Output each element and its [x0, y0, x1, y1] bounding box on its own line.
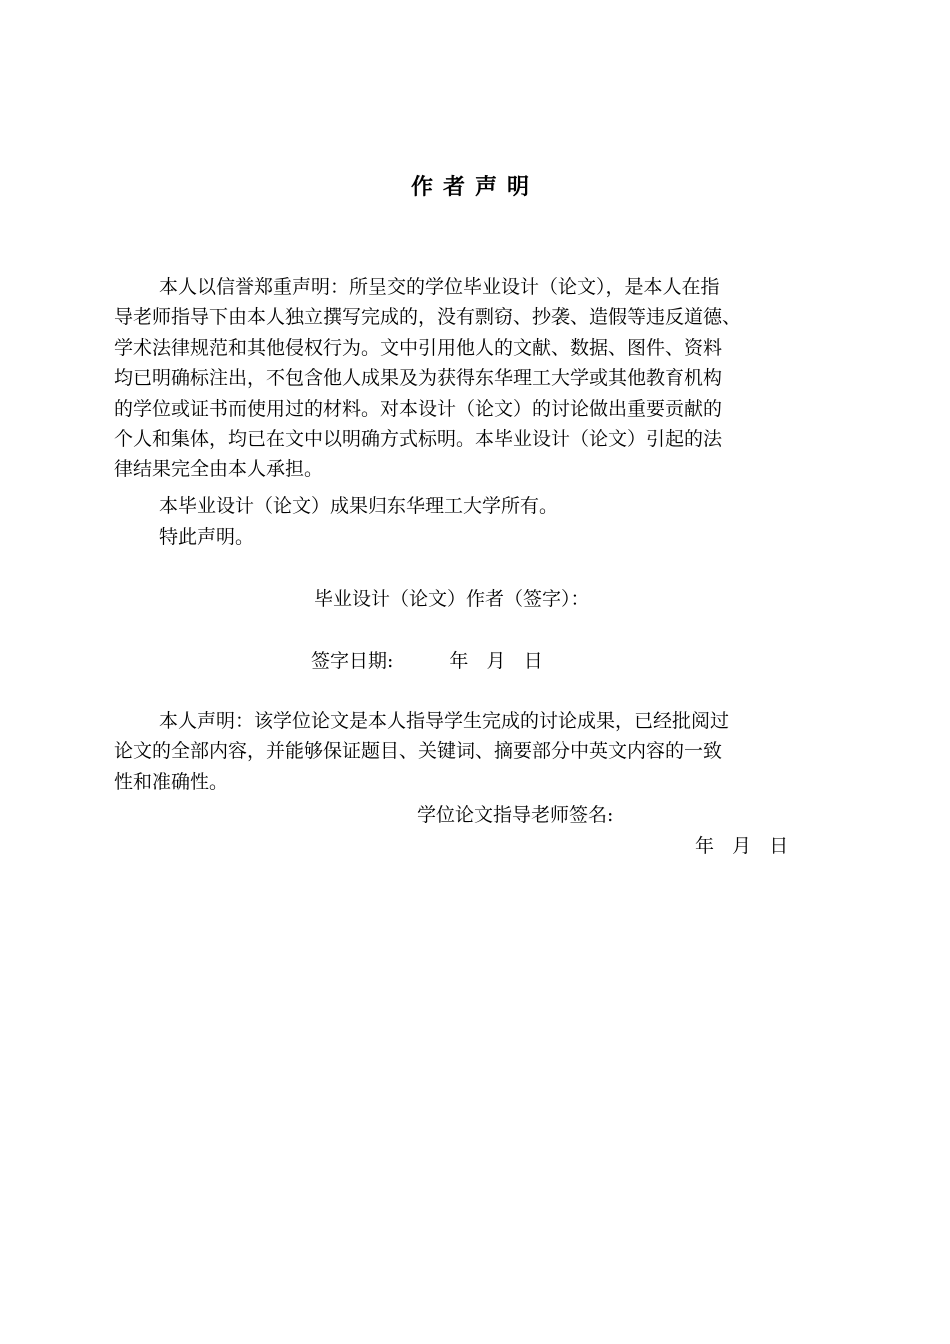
- advisor-line: 本人声明：该学位论文是本人指导学生完成的讨论成果，已经批阅过: [159, 710, 730, 732]
- date-year: 年: [695, 835, 715, 857]
- date-month: 月: [732, 835, 752, 857]
- date-year: 年: [449, 650, 469, 672]
- date-day: 日: [523, 650, 543, 672]
- advisor-statement-paragraph: [114, 706, 836, 797]
- declaration-line: 的学位或证书而使用过的材料。对本设计（论文）的讨论做出重要贡献的: [114, 397, 723, 420]
- declaration-line: 本人以信誉郑重声明：所呈交的学位毕业设计（论文），是本人在指: [159, 276, 720, 298]
- closing-statement: 特此声明。: [159, 526, 255, 548]
- declaration-paragraph: [114, 272, 836, 485]
- advisor-line: 性和准确性。: [114, 770, 229, 793]
- declaration-line: 律结果完全由本人承担。: [114, 458, 324, 481]
- advisor-line: 论文的全部内容，并能够保证题目、关键词、摘要部分中英文内容的一致: [114, 740, 723, 763]
- advisor-signature-label: 学位论文指导老师签名:: [417, 804, 614, 826]
- date-day: 日: [769, 835, 789, 857]
- declaration-line: 学术法律规范和其他侵权行为。文中引用他人的文献、数据、图件、资料: [114, 336, 723, 359]
- ownership-statement: 本毕业设计（论文）成果归东华理工大学所有。: [159, 495, 559, 517]
- declaration-line: 个人和集体，均已在文中以明确方式标明。本毕业设计（论文）引起的法: [114, 428, 723, 451]
- author-signature-date: [311, 646, 543, 673]
- advisor-signature-date: [695, 831, 788, 858]
- date-month: 月: [486, 650, 506, 672]
- author-signature-label: 毕业设计（论文）作者（签字）：: [314, 588, 590, 610]
- declaration-line: 导老师指导下由本人独立撰写完成的，没有剽窃、抄袭、造假等违反道德、: [114, 306, 742, 329]
- page-title: 作者声明: [410, 174, 539, 200]
- date-label: 签字日期:: [311, 650, 394, 672]
- declaration-line: 均已明确标注出，不包含他人成果及为获得东华理工大学或其他教育机构: [114, 367, 723, 390]
